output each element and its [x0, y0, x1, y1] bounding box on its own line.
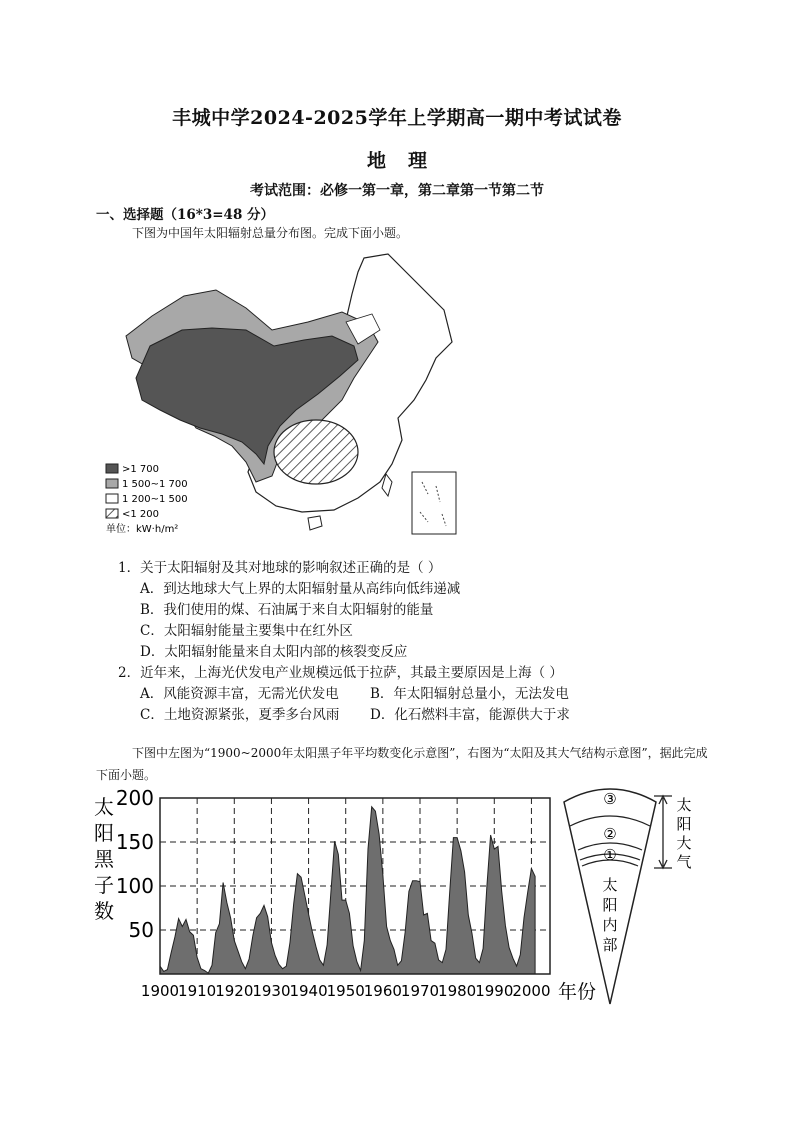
y-label-char-3: 子 [94, 873, 114, 897]
x-tick-label-2000: 2000 [512, 982, 551, 1000]
map-hainan [308, 516, 322, 530]
chart-intro: 下图中左图为“1900~2000年太阳黑子年平均数变化示意图”，右图为“太阳及其大气结构示意图”，据此完成下面小题。 [96, 746, 708, 782]
chart-xlabel: 年份 [558, 981, 597, 1003]
layer-label-3: ③ [603, 790, 617, 808]
legend-label-1: >1 700 [122, 464, 160, 475]
interior-label-char-3: 部 [602, 936, 618, 954]
question-2-option-c: C．土地资源紧张，夏季多台风雨 [140, 707, 340, 723]
x-tick-label-1930: 1930 [252, 982, 291, 1000]
x-tick-label-1980: 1980 [438, 982, 477, 1000]
question-2-stem: 2．近年来，上海光伏发电产业规模远低于拉萨，其最主要原因是上海（ ） [118, 665, 563, 681]
y-tick-label-100: 100 [115, 874, 154, 898]
y-tick-label-200: 200 [115, 788, 154, 810]
legend-label-2: 1 500~1 700 [122, 479, 188, 490]
solar-radiation-map [96, 250, 466, 540]
question-1-option-b: B．我们使用的煤、石油属于来自太阳辐射的能量 [140, 602, 434, 618]
page-title: 丰城中学2024-2025学年上学期高一期中考试试卷 [172, 107, 622, 129]
legend-label-4: <1 200 [122, 509, 160, 520]
layer-label-1: ① [603, 846, 617, 864]
exam-scope: 考试范围：必修一第一章，第二章第一节第二节 [250, 183, 544, 199]
y-label-char-0: 太 [94, 795, 114, 819]
question-1-option-d: D．太阳辐射能量来自太阳内部的核裂变反应 [140, 644, 408, 660]
layer-label-2: ② [603, 825, 617, 843]
map-region-hatched [274, 420, 358, 484]
legend-unit: 单位：kW·h/m² [106, 524, 179, 535]
y-label-char-1: 阳 [94, 821, 114, 845]
question-1-stem: 1．关于太阳辐射及其对地球的影响叙述正确的是（ ） [118, 560, 442, 576]
atmosphere-label-char-2: 大 [676, 834, 692, 852]
section-heading: 一、选择题（16*3=48 分） [96, 207, 275, 223]
subject-title: 地理 [366, 150, 449, 172]
interior-label-char-2: 内 [602, 916, 618, 934]
map-inset [412, 472, 456, 534]
x-tick-label-1920: 1920 [215, 982, 254, 1000]
interior-label-char-1: 阳 [602, 896, 618, 914]
legend-label-3: 1 200~1 500 [122, 494, 188, 505]
question-2-option-a: A．风能资源丰富，无需光伏发电 [140, 686, 339, 702]
x-tick-label-1970: 1970 [400, 982, 440, 1000]
chart-xticks [141, 982, 551, 1000]
chart-yticks [116, 788, 154, 942]
question-2-option-d: D．化石燃料丰富，能源供大于求 [370, 707, 570, 723]
atmosphere-label-char-1: 阳 [676, 815, 692, 833]
x-tick-label-1900: 1900 [140, 982, 180, 1000]
y-label-char-4: 数 [94, 899, 114, 923]
sunspot-chart [90, 788, 600, 1008]
x-tick-label-1950: 1950 [326, 982, 365, 1000]
x-tick-label-1960: 1960 [363, 982, 402, 1000]
question-2-option-b: B．年太阳辐射总量小，无法发电 [370, 686, 569, 702]
y-tick-label-50: 50 [128, 918, 154, 942]
map-intro: 下图为中国年太阳辐射总量分布图。完成下面小题。 [132, 226, 409, 240]
chart-ylabel [94, 795, 115, 923]
x-tick-label-1940: 1940 [289, 982, 328, 1000]
atmosphere-label-char-0: 太 [676, 796, 692, 814]
x-tick-label-1990: 1990 [475, 982, 514, 1000]
map-legend [106, 464, 188, 535]
atmosphere-bracket [654, 796, 672, 868]
question-1-option-a: A．到达地球大气上界的太阳辐射量从高纬向低纬递减 [140, 581, 461, 597]
y-tick-label-150: 150 [115, 830, 154, 854]
y-label-char-2: 黑 [94, 847, 114, 871]
interior-label-char-0: 太 [602, 876, 618, 894]
sun-structure-diagram [560, 782, 700, 1012]
atmosphere-label [676, 796, 691, 871]
x-tick-label-1910: 1910 [178, 982, 217, 1000]
question-1-option-c: C．太阳辐射能量主要集中在红外区 [140, 623, 353, 639]
chart-series-area [160, 807, 535, 974]
atmosphere-label-char-3: 气 [676, 853, 692, 871]
